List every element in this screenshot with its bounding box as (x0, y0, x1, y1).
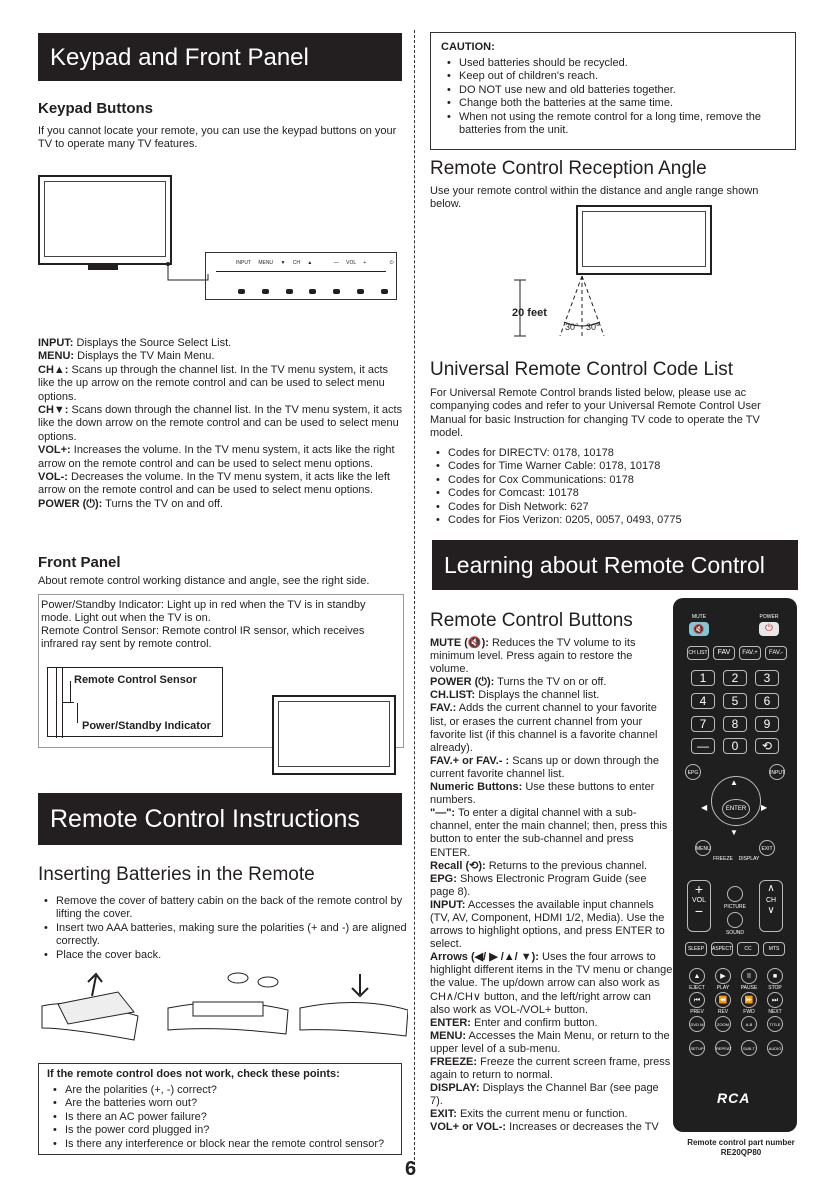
battery-illustration (38, 968, 408, 1048)
keypad-buttons-title: Keypad Buttons (38, 100, 154, 117)
play-icon: ▶ (715, 968, 731, 984)
mute-icon: 🔇 (689, 622, 709, 636)
enter-button: ENTER (722, 799, 750, 819)
batteries-title: Inserting Batteries in the Remote (38, 864, 315, 885)
sound-button (727, 912, 743, 928)
battery-steps: • Remove the cover of battery cabin on the back of the remote control by lifting the cover. • Insert two AAA batteries, making sure the polarities (+ and -) are aligned correctly. • Place the cover back. (38, 895, 408, 962)
indicator-label: Power/Standby Indicator (82, 720, 211, 732)
ch-button: ∧ CH ∨ (759, 880, 783, 932)
next-icon: ⏭ (767, 992, 783, 1008)
remote-part-number: RE20QP80 (720, 1148, 762, 1157)
down-arrow-icon: ▼ (730, 828, 738, 837)
remote-control-illustration: MUTE POWER 🔇 ⏻ CH LIST FAV FAV.+ FAV.- 1 2 3 4 5 6 7 8 9 — 0 ⟲ EPG INPUT ▲ ▼ ◀ ▶ ENTER MENU EXIT FREEZE DISPLAY + VOL − ∧ CH ∨ PICTURE SOUND SLEEP ASPECT CC MTS ▲ ▶ II ■ EJECT PLAY PAUSE STOP ⏮ ⏪ ⏩ ⏭ PREV REV FWD NEXT DVD M ZOOM A-B TITLE SETUP REPEAT SUB-T AUDIO RCA (673, 598, 797, 1132)
distance-label: 20 feet (512, 307, 547, 319)
keypad-intro: If you cannot locate your remote, you can use the keypad buttons on your TV to operate many TV features. (38, 125, 397, 151)
front-panel-intro: About remote control working distance and angle, see the right side. (38, 575, 370, 587)
stop-icon: ■ (767, 968, 783, 984)
universal-text: For Universal Remote Control brands listed below, please use ac companying codes and refer to your Universal Remote Control User Manual for basic Instruction for changing TV code to operate the TV model. (430, 387, 761, 440)
eject-icon: ▲ (689, 968, 705, 984)
button-definitions: MUTE (🔇): Reduces the TV volume to its minimum level. Press again to restore the volume. POWER (⏻): Turns the TV on or off. CH.LIST: Displays the channel list. FAV.: Adds the current channel to your favorite list, or erases the current channel from your favorite list (if this channel is a favorite channel already). FAV.+ or FAV.- : Scans up or down through the current favorite channel list. Numeric Buttons: Use these buttons to enter numbers. "—": To enter a digital channel with a sub-channel, enter the main channel; then, press this button to enter the sub-channel and press ENTER. Recall (⟲): Returns to the previous channel. EPG: Shows Electronic Program Guide (see page 8). INPUT: Accesses the available input channels (TV, AV, Component, HDMI 1/2, Media). Use the arrows to highlight options, and press ENTER to select. Arrows (◀/ ▶ /▲/ ▼): Uses the four arrows to highlight different items in the TV menu or change the value. The up/down arrow can also work as CH∧/CH∨ button, and the left/right arrow can also work as VOL-/VOL+ button. ENTER: Enter and confirm button. MENU: Accesses the Main Menu, or return to the upper level of a sub-menu. FREEZE: Freeze the current screen frame, press again to return to normal. DISPLAY: Displays the Channel Bar (see page 7). EXIT: Exits the current menu or function. VOL+ or VOL-: Increases or decreases the TV (430, 637, 673, 1134)
front-tv-illustration (272, 695, 396, 775)
panel-labels: INPUT MENU ▼ CH ▲ — VOL + ⏻ (236, 260, 394, 266)
instructions-banner: Remote Control Instructions (38, 793, 402, 845)
sensor-label: Remote Control Sensor (74, 674, 197, 686)
keypad-banner: Keypad and Front Panel (38, 33, 402, 81)
column-divider (414, 30, 415, 1170)
troubleshoot-box: If the remote control does not work, check these points: • Are the polarities (+, -) correct? • Are the batteries worn out? • Is there an AC power failure? • Is the power cord plugged in? • Is there any interference or block near the remote control sensor? (38, 1063, 402, 1155)
rev-icon: ⏪ (715, 992, 731, 1008)
code-list: • Codes for DIRECTV: 0178, 10178 • Codes for Time Warner Cable: 0178, 10178 • Codes for Cox Communications: 0178 • Codes for Comcast: 10178 • Codes for Dish Network: 627 • Codes for Fios Verizon: 0205, 0057, 0493, 0775 (430, 447, 794, 527)
power-icon: ⏻ (759, 622, 779, 636)
fwd-icon: ⏩ (741, 992, 757, 1008)
universal-title: Universal Remote Control Code List (430, 359, 734, 380)
up-arrow-icon: ▲ (730, 778, 738, 787)
front-panel-callout (47, 667, 223, 737)
angle-right: 30° (586, 322, 600, 332)
keypad-definitions: INPUT: Displays the Source Select List. MENU: Displays the TV Main Menu. CH▲: Scans up through the channel list. In the TV menu system, it acts like the up arrow on the remote control and can be used to select menu options. CH▼: Scans down through the channel list. In the TV menu system, it acts like the down arrow on the remote control and can be used to select menu options. VOL+: Increases the volume. In the TV menu system, it acts like the right arrow on the remote control and can be used to select menu options. VOL-: Decreases the volume. In the TV menu system, it acts like the left arrow on the remote control and can be used to select menu options. POWER (⏻): Turns the TV on and off. (38, 337, 403, 510)
angle-left: 30° (565, 322, 579, 332)
rca-logo: RCA (717, 1090, 751, 1106)
buttons-title: Remote Control Buttons (430, 610, 633, 631)
vol-button: + VOL − (687, 880, 711, 932)
reception-text: Use your remote control within the distance and angle range shown below. (430, 185, 759, 211)
remote-part-label: Remote control part number (687, 1138, 795, 1147)
reception-title: Remote Control Reception Angle (430, 158, 707, 179)
page-number: 6 (405, 1158, 417, 1180)
front-panel-box: Power/Standby Indicator: Light up in red when the TV is in standby mode. Light out when the TV is on. Remote Control Sensor: Remote control IR sensor, which receives infrared ray sent by remote control. Remote Control Sensor Power/Standby Indicator (38, 594, 404, 748)
learning-banner: Learning about Remote Control (432, 540, 798, 590)
caution-box: CAUTION: • Used batteries should be recycled. • Keep out of children's reach. • DO NOT use new and old batteries together. • Change both the batteries at the same time. • When not using the remote control for a long time, remove the batteries from the unit. (430, 32, 796, 150)
panel-buttons (238, 289, 388, 295)
keypad-panel (205, 252, 397, 300)
front-panel-title: Front Panel (38, 554, 121, 571)
prev-icon: ⏮ (689, 992, 705, 1008)
pause-icon: II (741, 968, 757, 984)
left-arrow-icon: ◀ (701, 803, 708, 812)
picture-button (727, 886, 743, 902)
right-arrow-icon: ▶ (761, 803, 768, 812)
